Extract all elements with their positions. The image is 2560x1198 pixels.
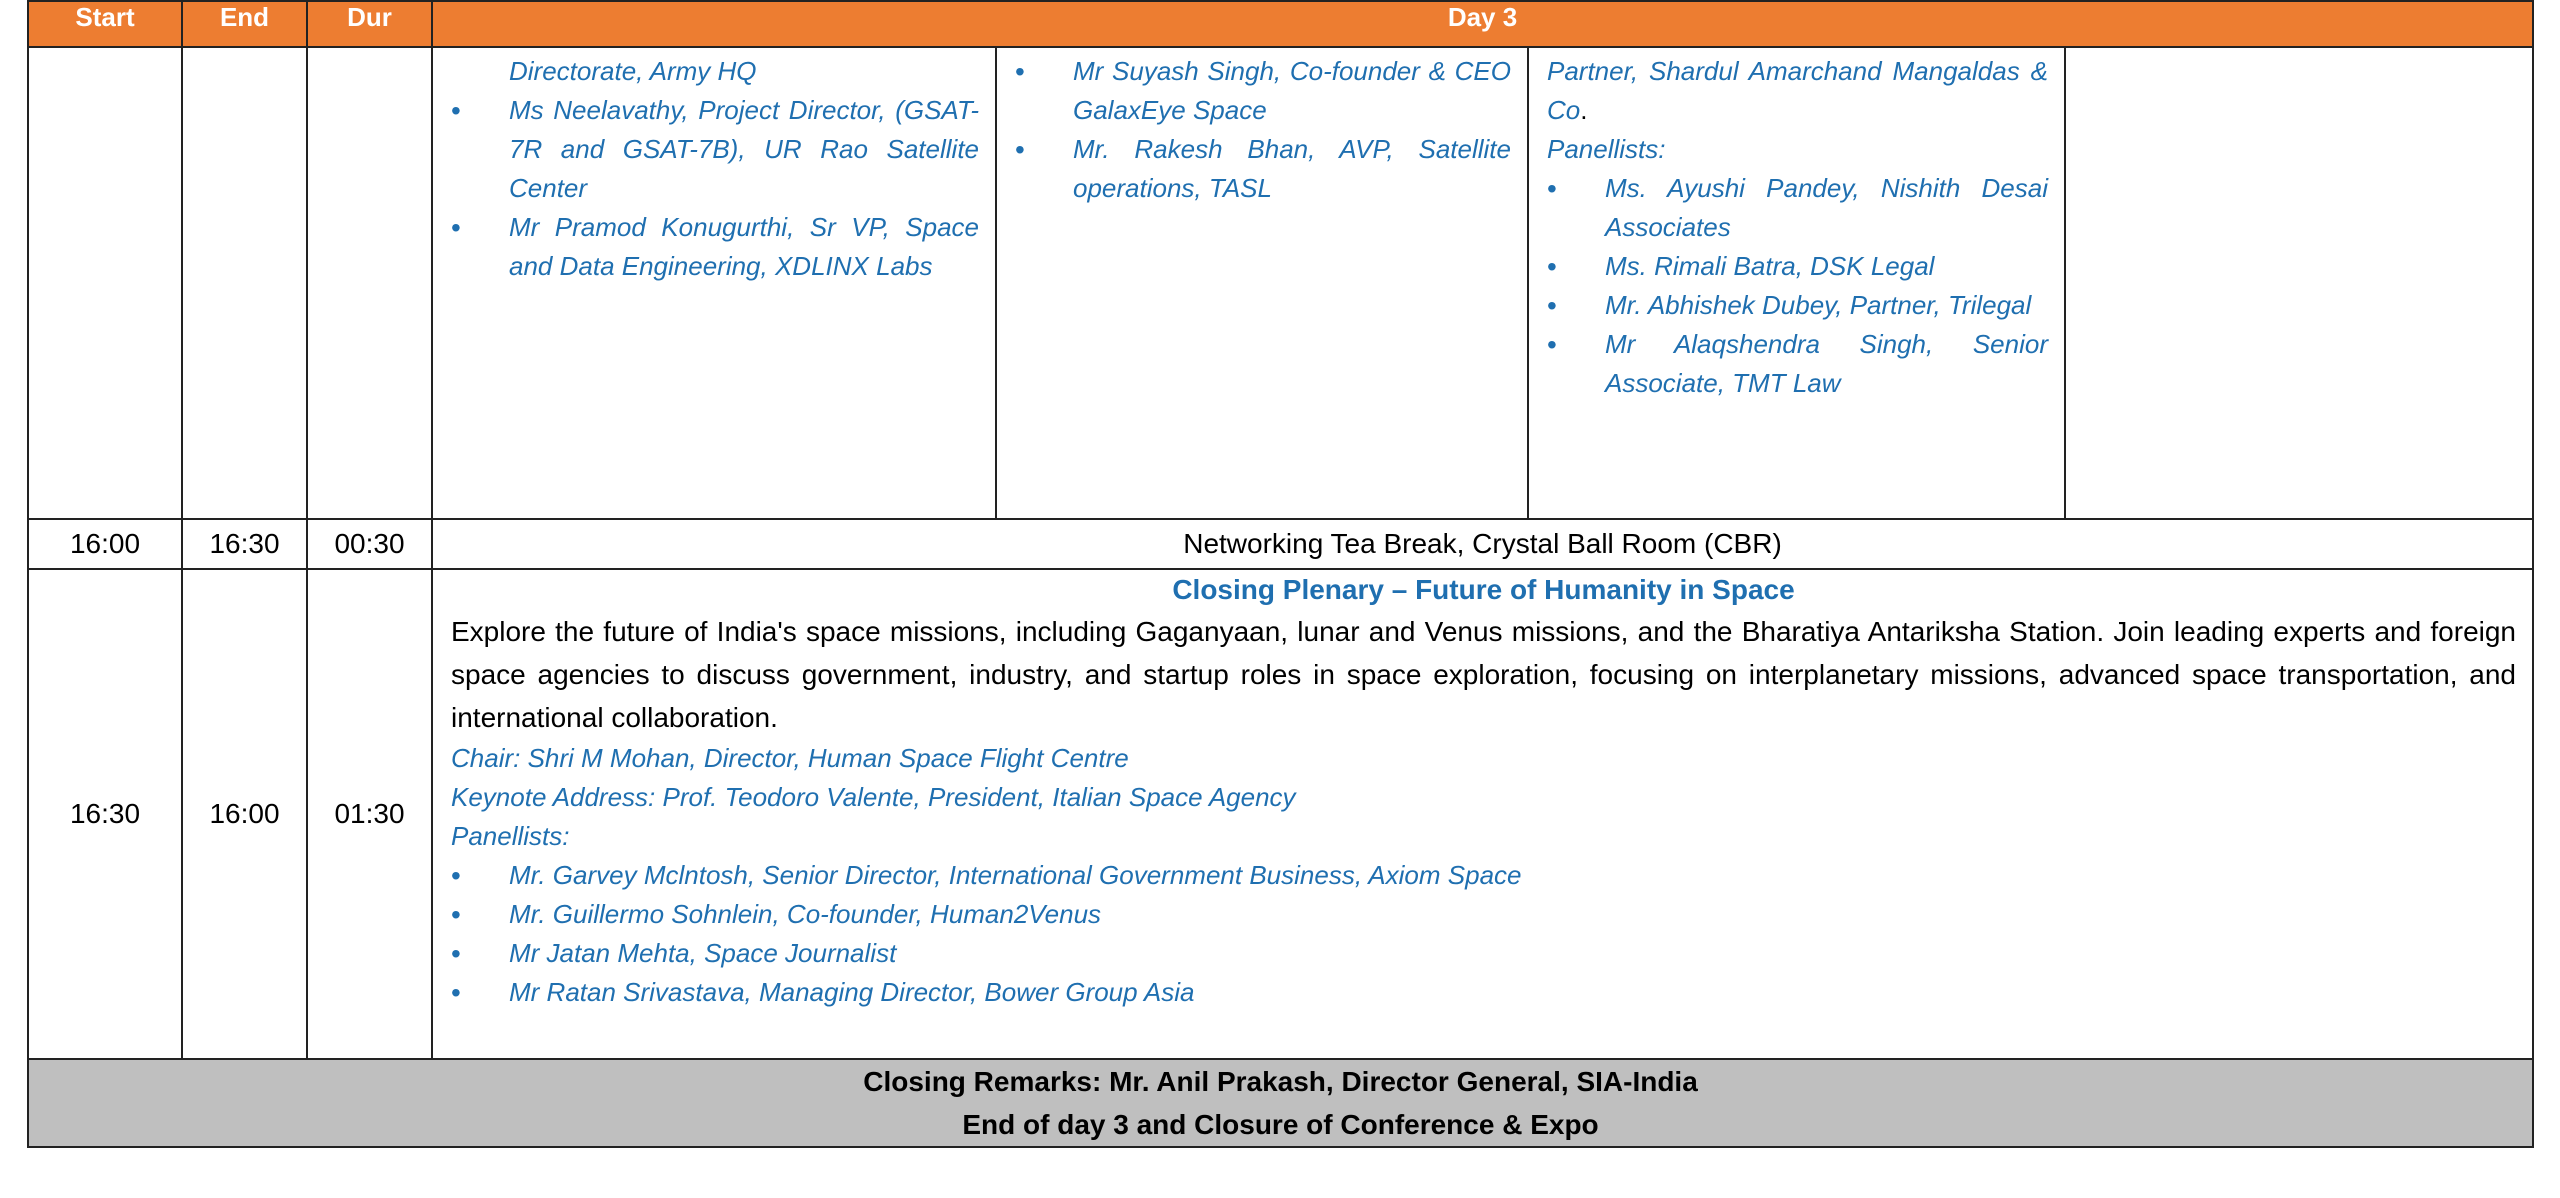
continued-dur-cell <box>307 47 432 519</box>
list-item: • Mr Jatan Mehta, Space Journalist <box>451 934 2516 973</box>
session-col-2 <box>996 47 1528 519</box>
plenary-keynote: Keynote Address: Prof. Teodoro Valente, President, Italian Space Agency <box>451 782 1296 812</box>
plenary-end-time: 16:00 <box>182 569 307 1059</box>
list-item: • Ms. Rimali Batra, DSK Legal <box>1547 247 2048 286</box>
plenary-start-time: 16:30 <box>28 569 182 1059</box>
header-dur: Dur <box>307 1 432 47</box>
col1-speaker-list <box>451 91 979 286</box>
plenary-panellists-label: Panellists: <box>451 821 570 851</box>
tea-end-time: 16:30 <box>182 519 307 569</box>
col3-lead-suffix: . <box>1580 95 1588 125</box>
session-col-4 <box>2065 47 2533 519</box>
list-item: • Mr. Rakesh Bhan, AVP, Satellite operations, TASL <box>1015 130 1511 208</box>
closing-plenary-row <box>28 569 2533 1059</box>
session-col-3 <box>1528 47 2065 519</box>
col3-panellist-list <box>1547 169 2048 403</box>
header-end: End <box>182 1 307 47</box>
header-start: Start <box>28 1 182 47</box>
closing-end-note: End of day 3 and Closure of Conference & Expo <box>962 1109 1599 1140</box>
col3-lead-text <box>1547 52 2048 130</box>
continued-end-cell <box>182 47 307 519</box>
plenary-chair: Chair: Shri M Mohan, Director, Human Space Flight Centre <box>451 743 1129 773</box>
list-item: • Mr. Guillermo Sohnlein, Co-founder, Human2Venus <box>451 895 2516 934</box>
list-item: • Mr. Garvey Mclntosh, Senior Director, International Government Business, Axiom Space <box>451 856 2516 895</box>
closing-remarks: Closing Remarks: Mr. Anil Prakash, Director General, SIA-India <box>863 1066 1698 1097</box>
plenary-description: Explore the future of India's space missions, including Gaganyaan, lunar and Venus missions, and the Bharatiya Antariksha Station. Join leading experts and foreign space agencies to discuss government, industry, and startup roles in space exploration, focusing on interplanetary missions, advanced space transportation, and international collaboration. <box>451 616 2517 733</box>
col1-lead-text: Directorate, Army HQ <box>509 56 757 86</box>
tea-duration: 00:30 <box>307 519 432 569</box>
plenary-cell <box>432 569 2533 1059</box>
list-item: • Ms Neelavathy, Project Director, (GSAT-7R and GSAT-7B), UR Rao Satellite Center <box>451 91 979 208</box>
col3-lead-main: Partner, Shardul Amarchand Mangaldas & Co <box>1547 56 2048 125</box>
list-item: • Mr Ratan Srivastava, Managing Director, Bower Group Asia <box>451 973 2516 1012</box>
col2-speaker-list <box>1015 52 1511 208</box>
agenda-table <box>27 0 2534 1148</box>
tea-start-time: 16:00 <box>28 519 182 569</box>
header-row <box>28 1 2533 47</box>
plenary-panellist-list <box>451 856 2516 1012</box>
continued-session-row <box>28 47 2533 519</box>
tea-break-row <box>28 519 2533 569</box>
continued-start-cell <box>28 47 182 519</box>
list-item: • Mr Alaqshendra Singh, Senior Associate, TMT Law <box>1547 325 2048 403</box>
session-col-1 <box>432 47 996 519</box>
col3-panellists-label: Panellists: <box>1547 134 1666 164</box>
list-item: • Mr. Abhishek Dubey, Partner, Trilegal <box>1547 286 2048 325</box>
header-day: Day 3 <box>432 1 2533 47</box>
plenary-duration: 01:30 <box>307 569 432 1059</box>
list-item: • Mr Suyash Singh, Co-founder & CEO GalaxEye Space <box>1015 52 1511 130</box>
tea-break-text: Networking Tea Break, Crystal Ball Room (CBR) <box>432 519 2533 569</box>
closing-row <box>28 1059 2533 1147</box>
closing-cell <box>28 1059 2533 1147</box>
plenary-title: Closing Plenary – Future of Humanity in Space <box>1172 574 1795 605</box>
list-item: • Ms. Ayushi Pandey, Nishith Desai Associates <box>1547 169 2048 247</box>
list-item: • Mr Pramod Konugurthi, Sr VP, Space and Data Engineering, XDLINX Labs <box>451 208 979 286</box>
